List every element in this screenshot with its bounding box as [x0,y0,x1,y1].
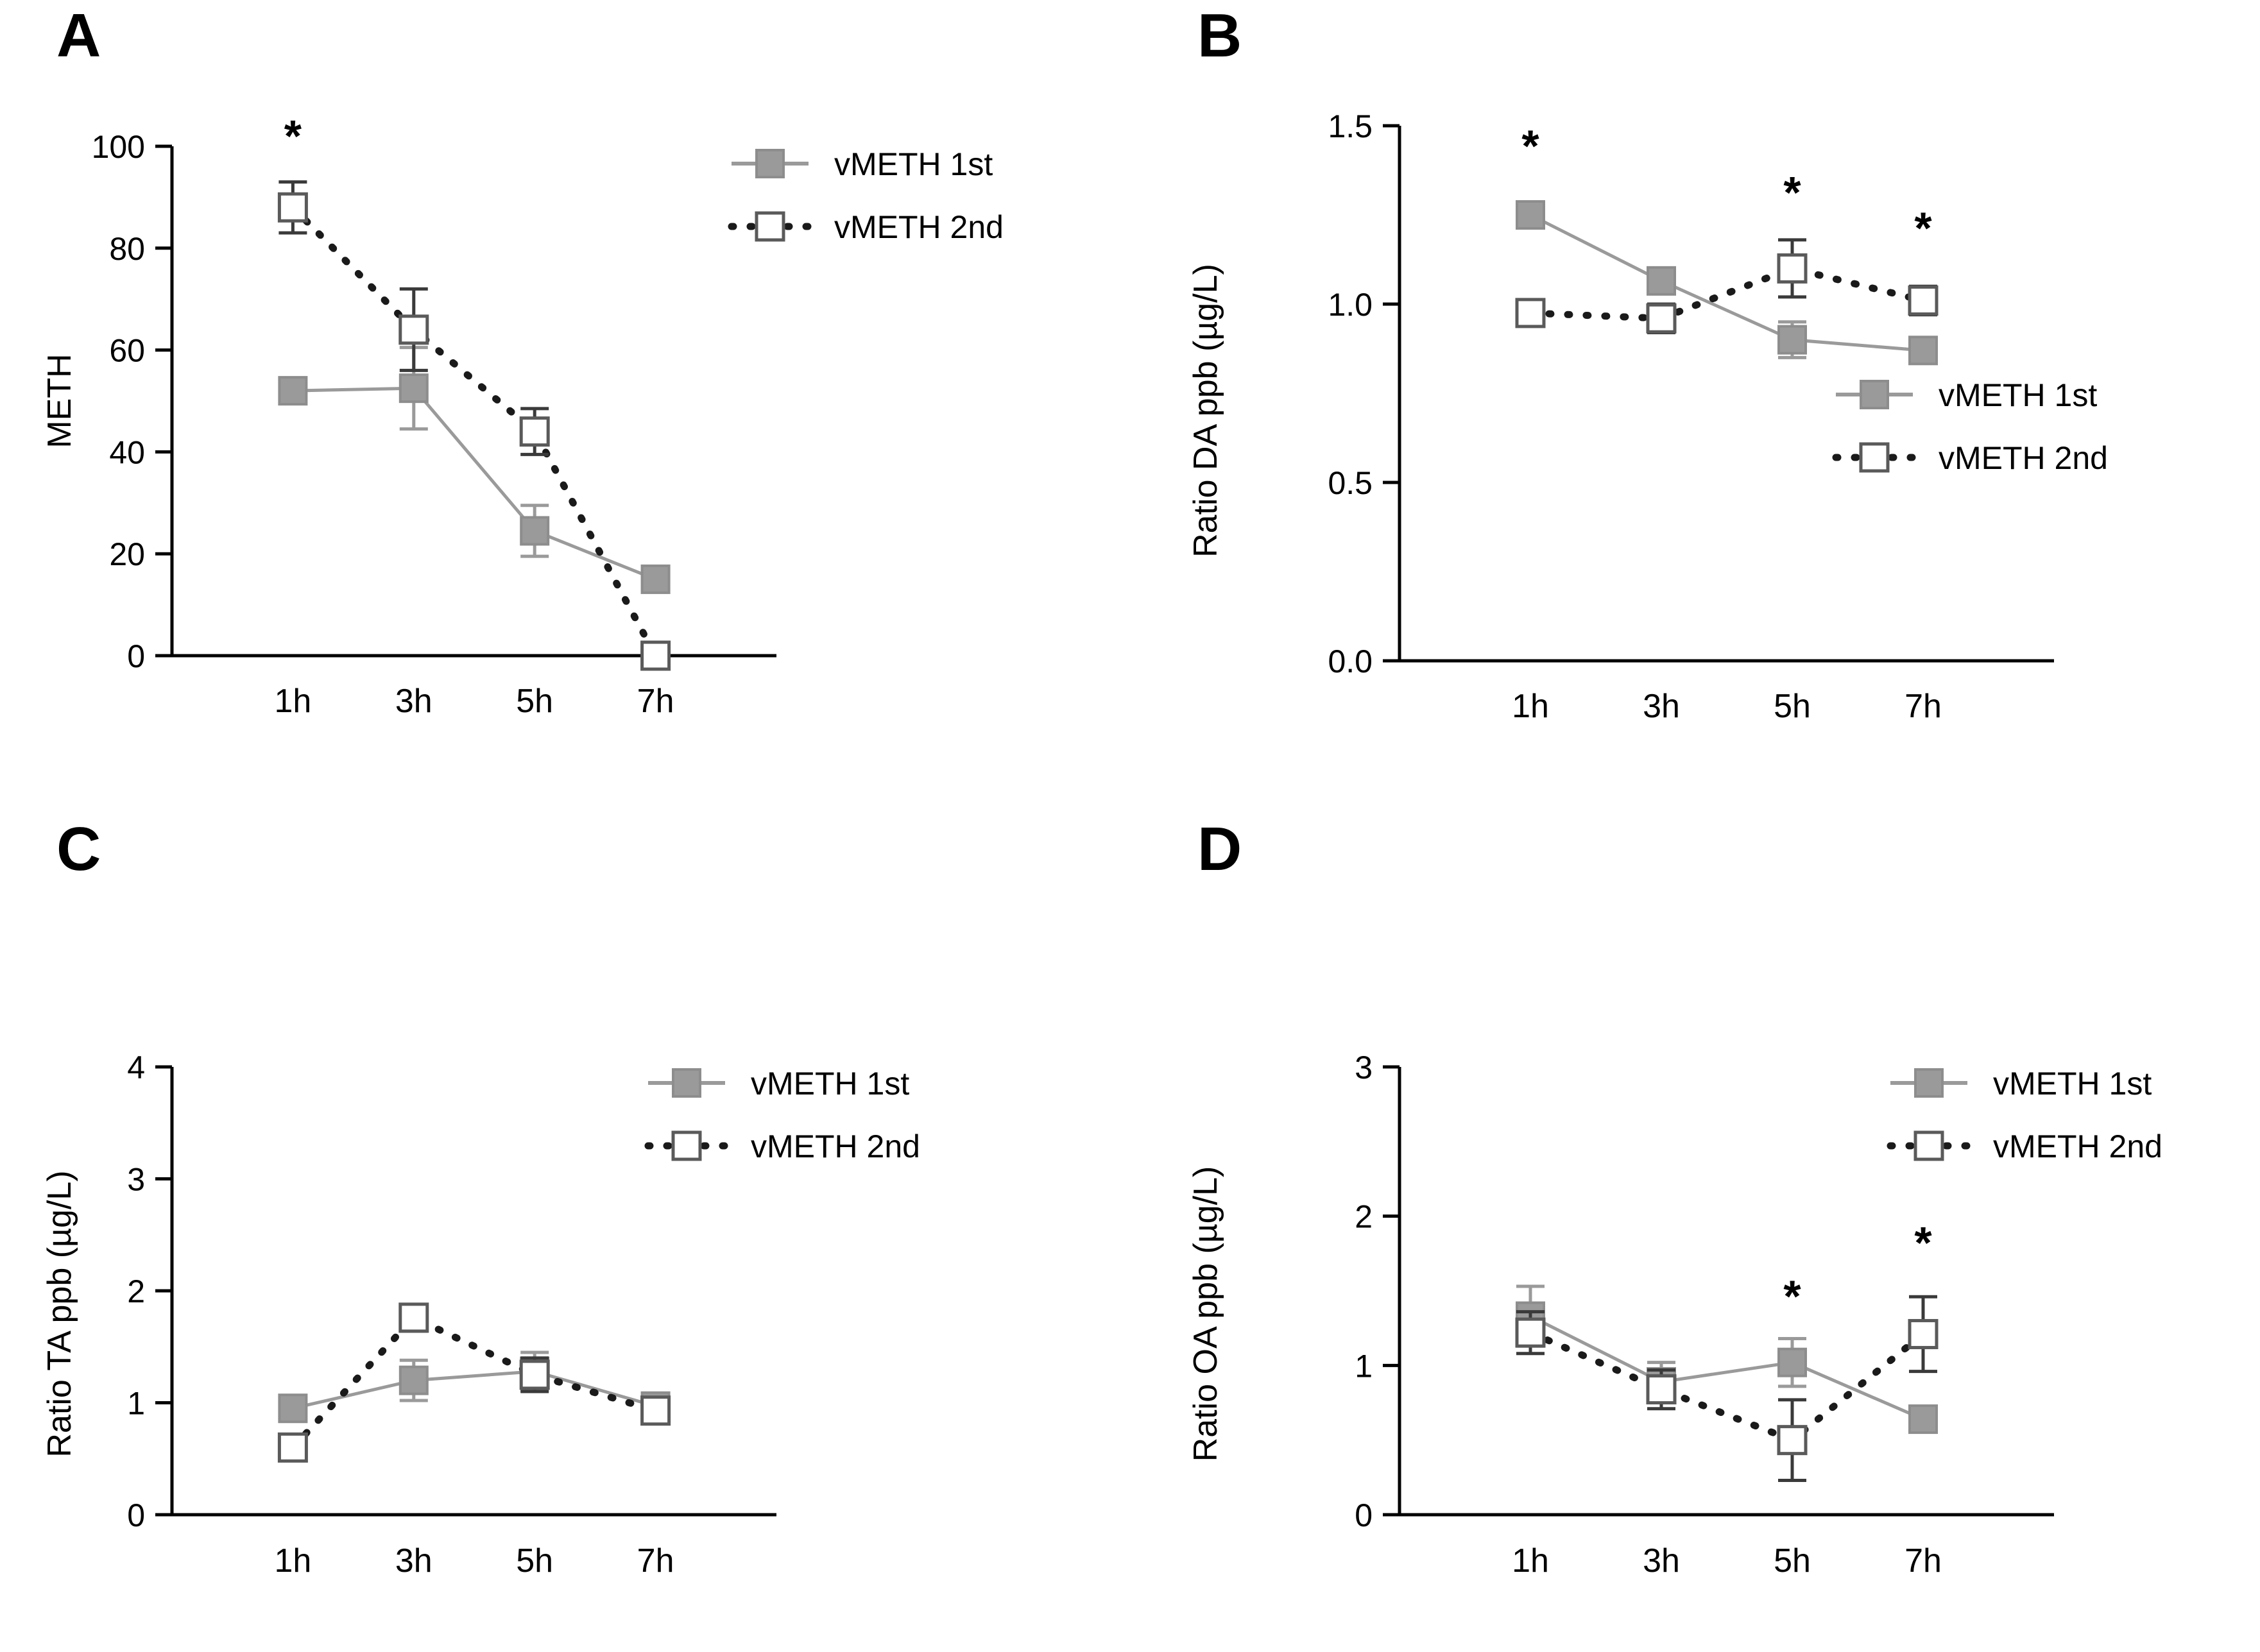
y-tick-label: 1.5 [1328,108,1373,144]
series-1 [1516,1286,1937,1433]
axes-d [1400,1067,2054,1515]
legend-label: vMETH 1st [751,1066,910,1102]
legend-label: vMETH 1st [834,146,993,182]
x-tick-label: 7h [637,1542,674,1580]
y-tick-label: 0 [1355,1497,1373,1533]
x-tick-label: 3h [1643,688,1680,725]
y-tick-label: 0.0 [1328,643,1373,679]
y-axis-title: Ratio DA ppb (µg/L) [1187,264,1224,558]
y-tick-label: 20 [109,536,145,573]
series-1 [278,348,669,593]
y-tick-label: 2 [127,1273,145,1309]
y-axis-title: Ratio OA ppb (µg/L) [1187,1166,1224,1462]
x-tick-label: 3h [395,683,432,720]
series-2 [278,182,669,669]
y-axis-ticks-a [92,129,172,674]
panel-a [0,0,1130,826]
series-1 [278,1352,669,1422]
y-tick-label: 0 [127,638,145,674]
x-tick-label: 1h [1512,1542,1549,1580]
panel-a-plot [0,0,1130,826]
panel-b-plot [1130,0,2260,826]
y-tick-label: 3 [1355,1050,1373,1086]
legend-c [648,1066,920,1164]
y-tick-label: 1.0 [1328,287,1373,323]
y-axis-ticks-b [1328,108,1400,679]
series-2 [278,1304,669,1461]
y-tick-label: 100 [91,129,145,165]
legend-label: vMETH 1st [1993,1066,2152,1102]
y-tick-label: 40 [109,434,145,471]
panel-d [1130,815,2260,1652]
legend-b [1836,377,2108,476]
axes-a [172,146,776,656]
y-tick-label: 1 [1355,1348,1373,1384]
x-tick-label: 5h [1774,688,1811,725]
significance-star: * [1914,1217,1932,1268]
y-tick-label: 2 [1355,1198,1373,1235]
x-tick-label: 1h [1512,688,1549,725]
panel-letter-c: C [56,815,101,883]
legend-a [732,146,1004,245]
x-tick-label: 7h [637,683,674,720]
legend-label: vMETH 2nd [1993,1128,2162,1164]
series-2 [1516,1297,1937,1480]
panel-d-plot [1130,826,2260,1652]
x-tick-label: 1h [274,1542,312,1580]
x-tick-label: 3h [1643,1542,1680,1580]
legend-label: vMETH 2nd [834,209,1004,245]
y-tick-label: 0 [127,1497,145,1533]
y-tick-label: 60 [109,332,145,369]
legend-label: vMETH 2nd [1939,440,2108,476]
y-axis-ticks-c [127,1050,172,1533]
x-tick-label: 5h [516,1542,554,1580]
significance-star: * [1783,1271,1801,1322]
x-tick-label: 5h [1774,1542,1811,1580]
panel-b [1130,0,2260,826]
y-axis-ticks-d [1355,1050,1400,1533]
y-axis-title: Ratio TA ppb (µg/L) [41,1170,78,1458]
significance-star: * [1783,167,1801,217]
y-tick-label: 0.5 [1328,465,1373,501]
y-tick-label: 1 [127,1385,145,1422]
significance-star: * [1521,121,1539,171]
panel-letter-d: D [1197,815,1242,883]
significance-star: * [284,110,302,161]
series-1 [1516,201,1937,364]
y-tick-label: 80 [109,230,145,267]
legend-label: vMETH 1st [1939,377,2098,413]
significance-star: * [1914,203,1932,253]
y-axis-title: METH [41,353,78,448]
x-tick-label: 7h [1905,1542,1942,1580]
x-tick-label: 3h [395,1542,432,1580]
x-tick-label: 1h [274,683,312,720]
panel-c-plot [0,826,1130,1652]
x-tick-label: 7h [1905,688,1942,725]
panel-letter-a: A [56,1,101,70]
y-tick-label: 4 [127,1050,145,1086]
series-2 [1516,240,1937,333]
legend-d [1890,1066,2162,1164]
panel-letter-b: B [1197,1,1242,70]
legend-label: vMETH 2nd [751,1128,920,1164]
panel-c [0,815,1130,1652]
y-tick-label: 3 [127,1161,145,1198]
x-tick-label: 5h [516,683,554,720]
